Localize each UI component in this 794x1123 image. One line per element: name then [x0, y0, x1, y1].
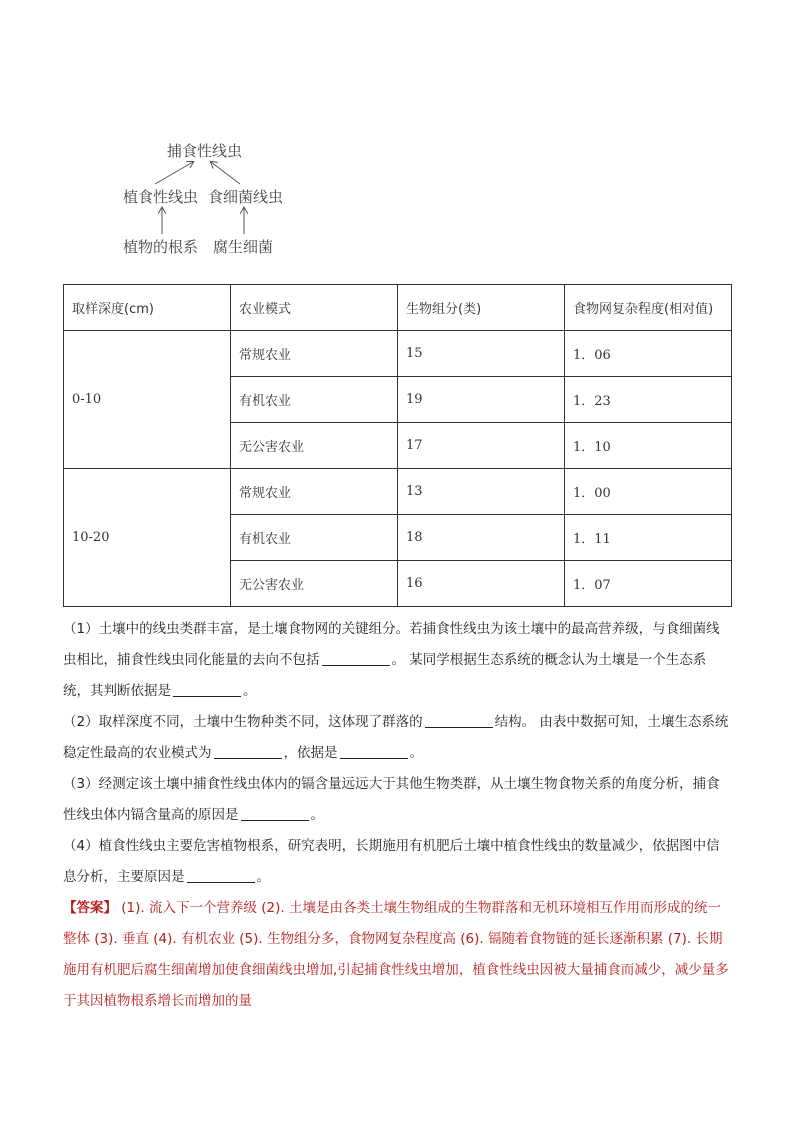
components-cell: 13: [398, 469, 565, 515]
mode-cell: 常规农业: [231, 331, 398, 377]
answer-section: [63, 893, 733, 1017]
mode-cell: 有机农业: [231, 377, 398, 423]
complexity-cell: 1．11: [565, 515, 732, 561]
components-cell: 16: [398, 561, 565, 607]
answer-blank: [425, 712, 493, 728]
arrow-herbivore-to-predator: [155, 162, 193, 184]
node-bacterivorous-nematode: 食细菌线虫: [208, 188, 284, 206]
mode-cell: 常规农业: [231, 469, 398, 515]
complexity-cell: 1．07: [565, 561, 732, 607]
complexity-cell: 1．23: [565, 377, 732, 423]
answer-blank: [173, 681, 241, 697]
components-cell: 19: [398, 377, 565, 423]
table-header-row: [64, 285, 732, 331]
answer-tag: 【答案】: [63, 900, 117, 916]
question-block: [63, 614, 733, 1017]
header-complexity: 食物网复杂程度(相对值): [565, 285, 732, 331]
diagram-arrows: [105, 128, 305, 268]
components-cell: 17: [398, 423, 565, 469]
question-3: （3）经测定该土壤中捕食性线虫体内的镉含量远远大于其他生物类群，从土壤生物食物关系的角度分析，捕食性线虫体内镉含量高的原因是 。: [63, 776, 720, 823]
answer-blank: [214, 743, 282, 759]
complexity-cell: 1．10: [565, 423, 732, 469]
node-herbivorous-nematode: 植食性线虫: [123, 188, 199, 206]
depth-cell: 0-10: [64, 331, 231, 469]
header-depth: 取样深度(cm): [64, 285, 231, 331]
question-4: （4）植食性线虫主要危害植物根系，研究表明，长期施用有机肥后土壤中植食性线虫的数量减少，依据图中信息分析，主要原因是 。: [63, 838, 720, 885]
mode-cell: 无公害农业: [231, 561, 398, 607]
answer-blank: [322, 650, 390, 666]
question-2: （2）取样深度不同，土壤中生物种类不同，这体现了群落的 结构。 由表中数据可知，土壤生态系统稳定性最高的农业模式为 ，依据是 。: [63, 714, 729, 761]
node-saprophytic-bacteria: 腐生细菌: [213, 238, 274, 256]
node-plant-roots: 植物的根系: [123, 238, 199, 256]
mode-cell: 有机农业: [231, 515, 398, 561]
complexity-cell: 1．06: [565, 331, 732, 377]
data-table: [63, 284, 732, 607]
answer-blank: [187, 867, 255, 883]
complexity-cell: 1．00: [565, 469, 732, 515]
table-row: [64, 331, 732, 377]
answer-blank: [340, 743, 408, 759]
arrow-bacterivore-to-predator: [211, 162, 240, 184]
depth-cell: 10-20: [64, 469, 231, 607]
table-row: [64, 469, 732, 515]
mode-cell: 无公害农业: [231, 423, 398, 469]
header-components: 生物组分(类): [398, 285, 565, 331]
node-predatory-nematode: 捕食性线虫: [167, 142, 243, 160]
components-cell: 15: [398, 331, 565, 377]
header-mode: 农业模式: [231, 285, 398, 331]
food-web-diagram: [105, 128, 305, 268]
question-1: （1）土壤中的线虫类群丰富，是土壤食物网的关键组分。若捕食性线虫为该土壤中的最高营养级，与食细菌线虫相比，捕食性线虫同化能量的去向不包括 。 某同学根据生态系统的概念认为土壤是一个生态系统，其判断依据是 。: [63, 621, 720, 699]
answer-text: (1). 流入下一个营养级 (2). 土壤是由各类土壤生物组成的生物群落和无机环境相互作用而形成的统一整体 (3). 垂直 (4). 有机农业 (5). 生物组分多，食物网复杂程度高 (6). 镉随着食物链的延长逐渐积累 (7). 长期施用有机肥后腐生细菌增加使食细菌线虫增加,引起捕食性线虫增加，植食性线虫因被大量捕食而减少，减少量多于其因植物根系增长而增加的量: [63, 900, 729, 1009]
answer-blank: [241, 805, 309, 821]
components-cell: 18: [398, 515, 565, 561]
